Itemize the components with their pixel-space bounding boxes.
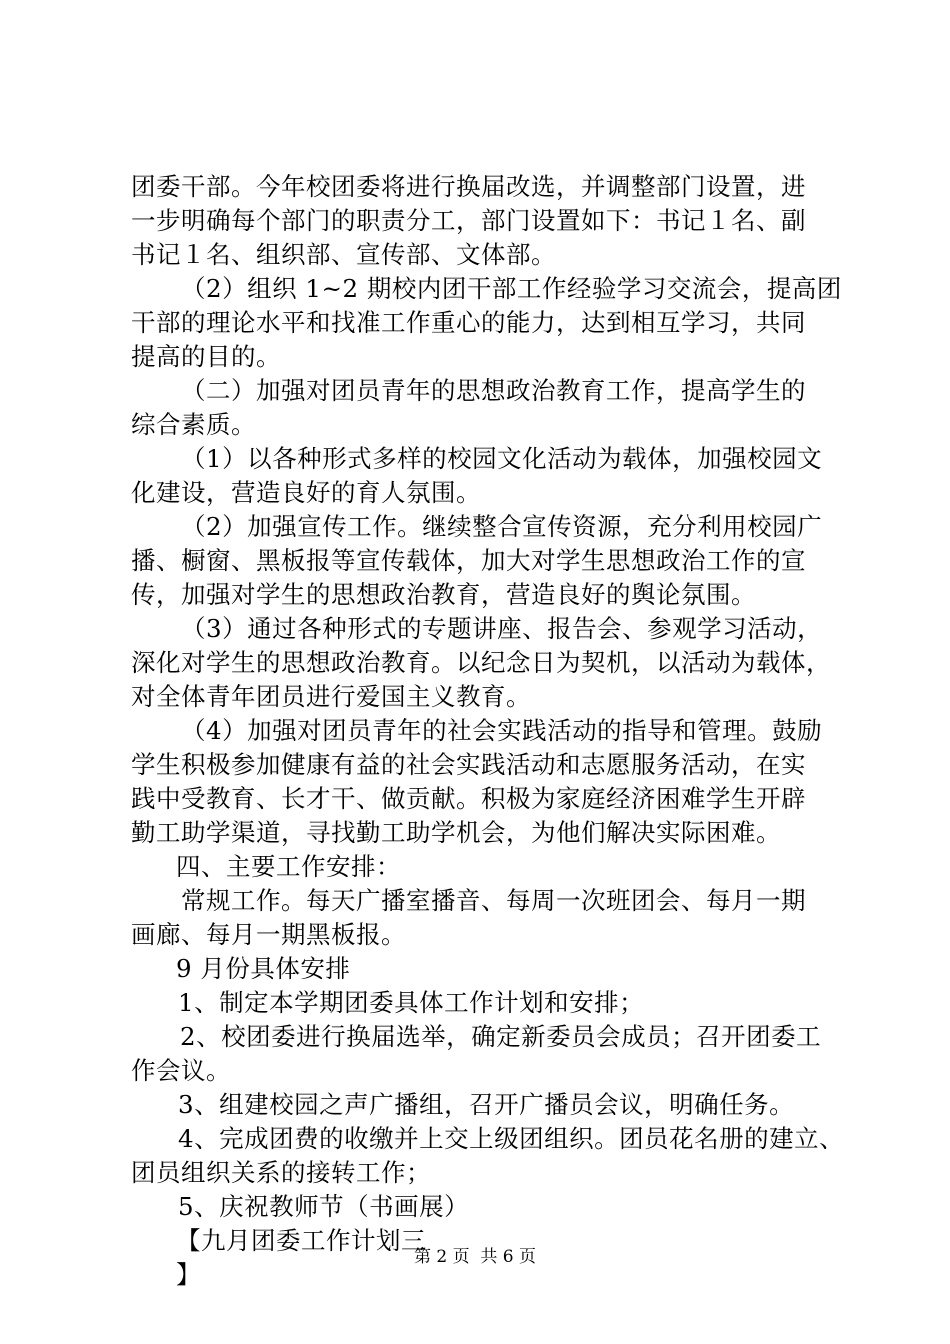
text-line: （2）组织 1~2 期校内团干部工作经验学习交流会，提高团 xyxy=(181,274,842,303)
text-line: 践中受教育、长才干、做贡献。积极为家庭经济困难学生开辟 xyxy=(131,784,806,813)
text-line: 深化对学生的思想政治教育。以纪念日为契机，以活动为载体， xyxy=(131,648,831,677)
text-line: 画廊、每月一期黑板报。 xyxy=(131,920,406,949)
section-heading: 【九月团委工作计划三 xyxy=(176,1226,426,1255)
text-line: （二）加强对团员青年的思想政治教育工作，提高学生的 xyxy=(181,376,806,405)
text-line: 传，加强对学生的思想政治教育，营造良好的舆论氛围。 xyxy=(131,580,756,609)
bracket-close: 】 xyxy=(176,1260,201,1289)
text-line: （2）加强宣传工作。继续整合宣传资源，充分利用校园广 xyxy=(181,512,823,541)
text-line: 播、橱窗、黑板报等宣传载体，加大对学生思想政治工作的宣 xyxy=(131,546,806,575)
text-line: 团委干部。今年校团委将进行换届改选，并调整部门设置，进 xyxy=(131,172,806,201)
text-line: （4）加强对团员青年的社会实践活动的指导和管理。鼓励 xyxy=(181,716,823,745)
list-item: 5、庆祝教师节（书画展） xyxy=(178,1192,470,1221)
text-line: 作会议。 xyxy=(131,1056,231,1085)
page-footer: 第 2 页 共 6 页 xyxy=(413,1247,537,1267)
text-line: 学生积极参加健康有益的社会实践活动和志愿服务活动，在实 xyxy=(131,750,806,779)
text-line: 干部的理论水平和找准工作重心的能力，达到相互学习，共同 xyxy=(131,308,806,337)
text-line: 常规工作。每天广播室播音、每周一次班团会、每月一期 xyxy=(181,886,806,915)
text-line: 一步明确每个部门的职责分工，部门设置如下：书记１名、副 xyxy=(131,206,806,235)
text-line: 化建设，营造良好的育人氛围。 xyxy=(131,478,481,507)
list-item: 3、组建校园之声广播组，召开广播员会议，明确任务。 xyxy=(178,1090,795,1119)
text-line: 团员组织关系的接转工作； xyxy=(131,1158,431,1187)
section-heading: 四、主要工作安排： xyxy=(176,852,401,881)
list-item: 2、校团委进行换届选举，确定新委员会成员；召开团委工 xyxy=(180,1022,822,1051)
list-item: 1、制定本学期团委具体工作计划和安排； xyxy=(178,988,645,1017)
text-line: 9 月份具体安排 xyxy=(176,954,351,983)
list-item: 4、完成团费的收缴并上交上级团组织。团员花名册的建立、 xyxy=(178,1124,845,1153)
text-line: 对全体青年团员进行爱国主义教育。 xyxy=(131,682,531,711)
text-line: （3）通过各种形式的专题讲座、报告会、参观学习活动， xyxy=(181,614,823,643)
text-line: 提高的目的。 xyxy=(131,342,281,371)
text-line: 勤工助学渠道，寻找勤工助学机会，为他们解决实际困难。 xyxy=(131,818,781,847)
text-line: （1）以各种形式多样的校园文化活动为载体，加强校园文 xyxy=(181,444,823,473)
text-line: 书记１名、组织部、宣传部、文体部。 xyxy=(131,240,556,269)
text-line: 综合素质。 xyxy=(131,410,256,439)
